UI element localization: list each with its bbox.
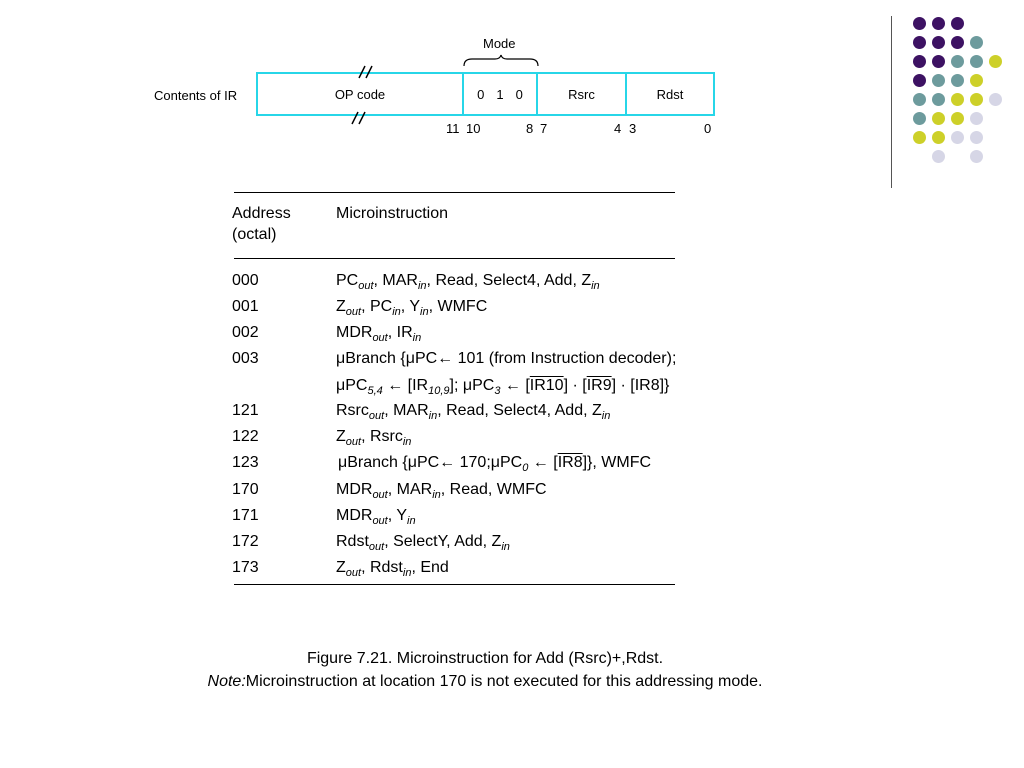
microinstruction-000: $PC_{out}$, $MAR_{in}$, Read, Select4, Add, $Z_{in}$ (336, 272, 600, 292)
decorative-dot (932, 93, 945, 106)
mode-brace (462, 54, 540, 68)
address-cell: 170 (232, 481, 259, 498)
bit-label: 0 (704, 121, 712, 136)
break-mark-top (356, 64, 376, 80)
decorative-dot (913, 131, 926, 144)
mode-bit: 0 (477, 86, 485, 102)
decorative-dot (970, 131, 983, 144)
header-microinstruction: Microinstruction (336, 205, 449, 222)
address-cell: 000 (232, 272, 259, 289)
decorative-dot (913, 55, 926, 68)
address-cell: 001 (232, 298, 259, 315)
note-text: Microinstruction at location 170 is not executed for this addressing mode. (245, 673, 763, 690)
decorative-dot (932, 17, 945, 30)
microinstruction-171: $MDR_{out}$, $Y_{in}$ (336, 507, 416, 527)
bit-label: 11 (446, 121, 460, 136)
microinstruction-170: $MDR_{out}$, $MAR_{in}$, Read, WMFC (336, 481, 547, 501)
address-cell: 171 (232, 507, 259, 524)
microinstruction-002: $MDR_{out}$, $IR_{in}$ (336, 324, 422, 344)
microinstruction-121: Rsrc$_{out}$, $MAR_{in}$, Read, Select4, Add, $Z_{in}$ (336, 402, 611, 422)
microinstruction-173: $Z_{out}$, Rdst$_{in}$, End (336, 559, 449, 579)
microinstruction-172: Rdst$_{out}$, SelectY, Add, $Z_{in}$ (336, 533, 510, 553)
microinstruction-003: μBranch {μPC← 101 (from Instruction decoder); (336, 350, 677, 367)
decorative-dot (951, 131, 964, 144)
rdst-label: Rdst (656, 86, 684, 102)
address-cell: 121 (232, 402, 259, 419)
break-mark-bottom (349, 110, 369, 126)
decorative-dot (932, 131, 945, 144)
microinstruction-003-cont: μPC$_{5,4}$ ← $[IR_{10,9}]$; μPC$_3$ ← [IR10] · [IR9] · [IR8]} (336, 377, 670, 397)
address-cell: 122 (232, 428, 259, 445)
decorative-dot (913, 112, 926, 125)
address-cell: 003 (232, 350, 259, 367)
header-address-octal: (octal) (232, 226, 277, 243)
microinstruction-001: $Z_{out}$, $PC_{in}$, $Y_{in}$, WMFC (336, 298, 488, 318)
decorative-dot (932, 74, 945, 87)
decorative-dot (951, 36, 964, 49)
address-cell: 123 (232, 454, 259, 471)
address-cell: 002 (232, 324, 259, 341)
header-address: Address (232, 205, 291, 222)
decorative-dot (951, 17, 964, 30)
decorative-dot (970, 36, 983, 49)
decorative-dot (951, 93, 964, 106)
bit-label: 7 (540, 121, 548, 136)
decorative-dot (989, 93, 1002, 106)
mode-bit: 0 (515, 86, 523, 102)
mode-field (462, 72, 538, 116)
decorative-dot (932, 150, 945, 163)
decorative-dot (913, 93, 926, 106)
decorative-dot (989, 55, 1002, 68)
decorative-vertical-line (891, 16, 892, 188)
table-header-rule (234, 258, 675, 259)
decorative-dot (970, 74, 983, 87)
decorative-dot (970, 150, 983, 163)
contents-of-ir-label: Contents of IR (154, 88, 238, 103)
rdst-field (625, 72, 715, 116)
mode-bit: 1 (496, 86, 504, 102)
table-bottom-rule (234, 584, 675, 585)
bit-label: 8 (526, 121, 534, 136)
opcode-label: OP code (334, 86, 386, 102)
decorative-dot (913, 74, 926, 87)
table-top-rule (234, 192, 675, 193)
decorative-dot (913, 17, 926, 30)
decorative-dot (951, 112, 964, 125)
decorative-dot (913, 36, 926, 49)
figure-caption: Figure 7.21. Microinstruction for Add (Rsrc)+,Rdst. (306, 650, 664, 667)
decorative-dot (970, 55, 983, 68)
rsrc-field (536, 72, 627, 116)
decorative-dot (951, 74, 964, 87)
bit-label: 3 (629, 121, 637, 136)
bit-label: 4 (614, 121, 622, 136)
address-cell: 172 (232, 533, 259, 550)
figure-note (0, 673, 970, 691)
microinstruction-123: μBranch {μPC← 170;μPC$_0$ ← [IR8]}, WMFC (338, 454, 652, 474)
address-cell: 173 (232, 559, 259, 576)
rsrc-label: Rsrc (568, 86, 595, 102)
decorative-dot (970, 112, 983, 125)
decorative-dot (951, 55, 964, 68)
decorative-dot (932, 36, 945, 49)
decorative-dot (932, 55, 945, 68)
decorative-dot (970, 93, 983, 106)
decorative-dot (932, 112, 945, 125)
microinstruction-122: $Z_{out}$, Rsrc$_{in}$ (336, 428, 412, 448)
mode-label: Mode (483, 36, 516, 51)
bit-label: 10 (466, 121, 481, 136)
note-label: Note: (207, 673, 246, 690)
